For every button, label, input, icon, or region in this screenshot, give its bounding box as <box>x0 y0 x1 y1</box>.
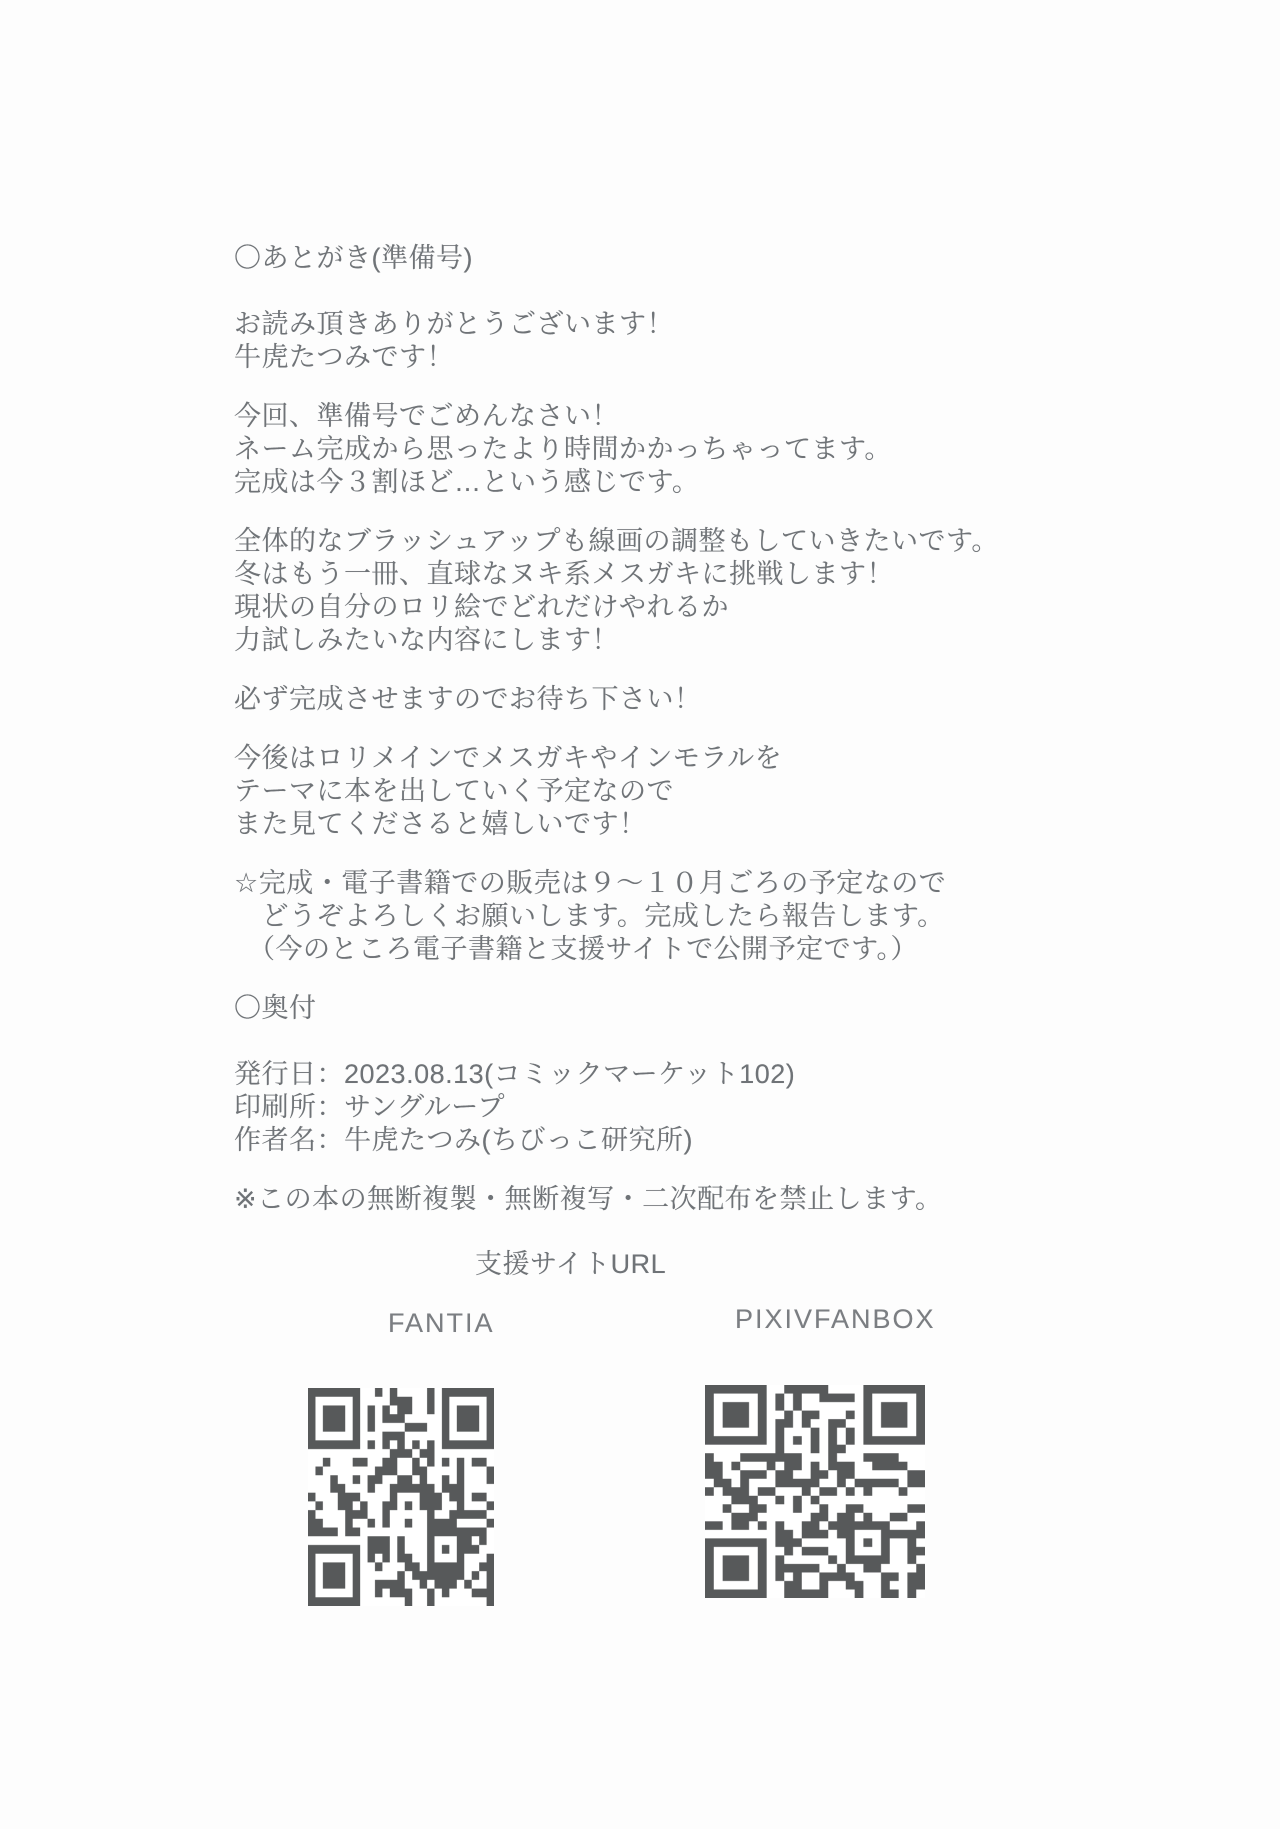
text-line: 完成は今３割ほど…という感じです。 <box>234 467 700 497</box>
text-line: テーマに本を出していく予定なので <box>234 776 674 806</box>
colophon-entry: 作者名：牛虎たつみ(ちびっこ研究所) <box>234 1125 693 1155</box>
colophon-entry: 印刷所：サングループ <box>234 1092 505 1122</box>
text-line: 現状の自分のロリ絵でどれだけやれるか <box>234 592 729 622</box>
colophon-entries <box>234 1058 1250 1157</box>
fantia-label: FANTIA <box>388 1308 495 1338</box>
text-line: 今後はロリメインでメスガキやインモラルを <box>234 743 783 773</box>
paragraph <box>234 400 1250 499</box>
afterword-body <box>234 308 1250 966</box>
text-line: 冬はもう一冊、直球なヌキ系メスガキに挑戦します！ <box>234 559 894 589</box>
fantia-qr-code <box>308 1388 494 1606</box>
text-line: 力試しみたいな内容にします！ <box>234 625 619 655</box>
pixivfanbox-qr-code <box>705 1385 925 1598</box>
paragraph <box>234 683 1250 716</box>
support-sites-heading: 支援サイトURL <box>475 1249 667 1279</box>
paragraph <box>234 525 1250 657</box>
pixivfanbox-label: PIXIVFANBOX <box>735 1304 936 1334</box>
text-line: 牛虎たつみです！ <box>234 342 454 372</box>
colophon-entry: 発行日：2023.08.13(コミックマーケット102) <box>234 1059 796 1089</box>
paragraph <box>234 308 1250 374</box>
reproduction-notice: ※この本の無断複製・無断複写・二次配布を禁止します。 <box>234 1184 943 1214</box>
paragraph <box>234 742 1250 841</box>
paragraph <box>234 867 1250 966</box>
text-line: お読み頂きありがとうございます！ <box>234 309 674 339</box>
colophon-title: 〇奥付 <box>234 993 317 1023</box>
text-line: 全体的なブラッシュアップも線画の調整もしていきたいです。 <box>234 526 999 556</box>
text-line: ネーム完成から思ったより時間かかっちゃってます。 <box>234 434 892 464</box>
text-line: 今回、準備号でごめんなさい！ <box>234 401 619 431</box>
text-line: どうぞよろしくお願いします。完成したら報告します。 <box>234 901 945 931</box>
text-line: ☆完成・電子書籍での販売は９～１０月ごろの予定なので <box>234 868 947 898</box>
text-line: 必ず完成させますのでお待ち下さい！ <box>234 684 702 714</box>
text-line: （今のところ電子書籍と支援サイトで公開予定です。） <box>234 934 918 964</box>
text-line: また見てくださると嬉しいです！ <box>234 809 647 839</box>
afterword-title: 〇あとがき(準備号) <box>234 243 473 273</box>
